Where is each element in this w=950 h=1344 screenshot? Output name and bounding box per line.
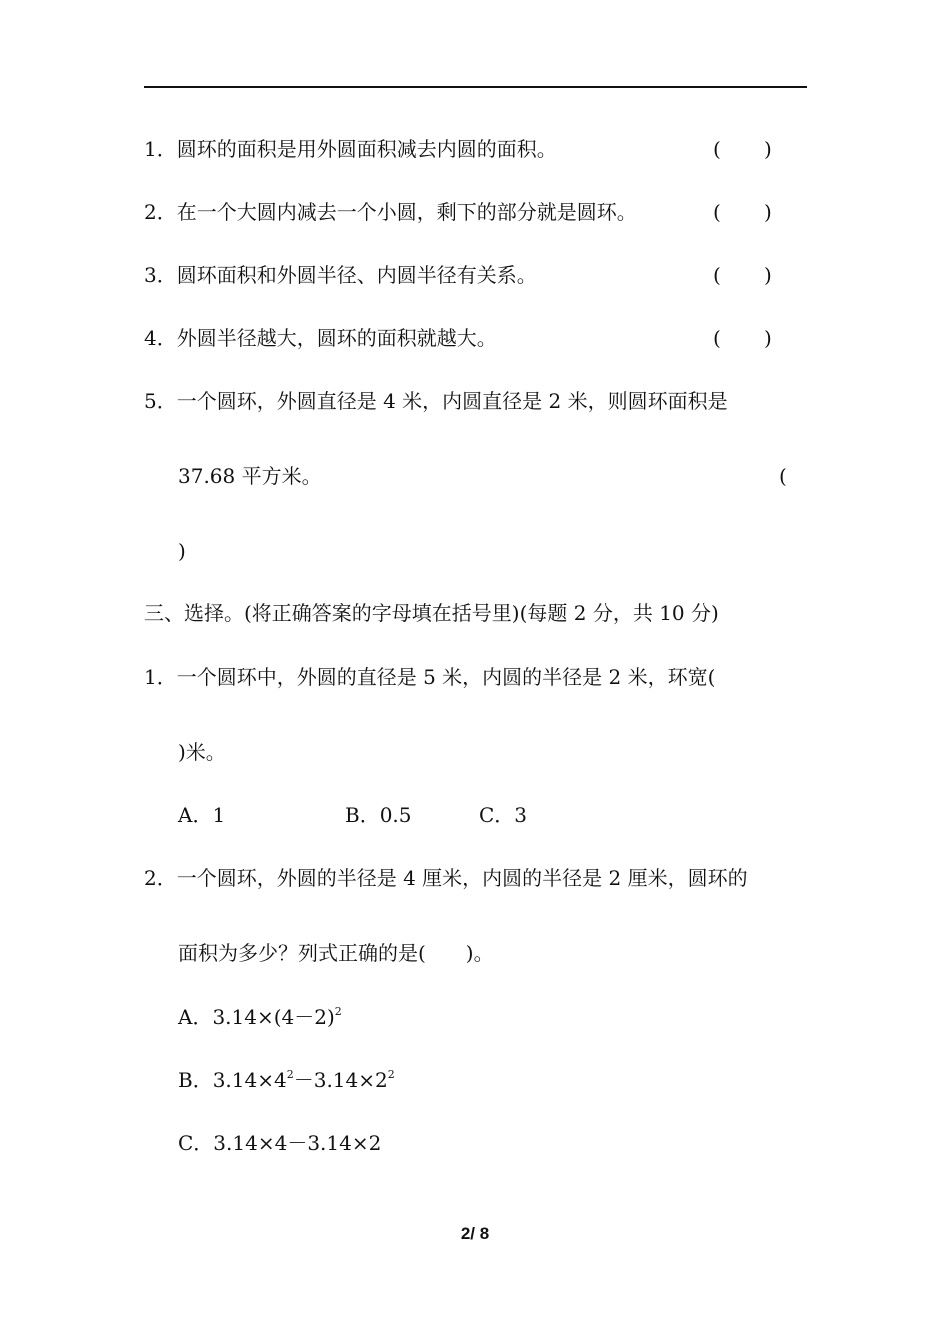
option-c[interactable]: C．3.14×4－3.14×2	[178, 1131, 382, 1155]
answer-paren-close: )	[178, 539, 186, 563]
option-b[interactable]	[178, 1068, 395, 1092]
item-number: 1．	[144, 137, 177, 161]
exponent: 2	[387, 1068, 395, 1081]
answer-paren-open[interactable]: (	[713, 200, 721, 224]
item-number: 4．	[144, 326, 177, 350]
page-number: 2/ 8	[460, 1224, 490, 1243]
item-number: 5．	[144, 389, 177, 413]
judgment-item-5-continuation: 37.68 平方米。	[178, 464, 322, 488]
item-text: 一个圆环，外圆直径是 4 米，内圆直径是 2 米，则圆环面积是	[176, 389, 728, 413]
item-text: 在一个大圆内减去一个小圆，剩下的部分就是圆环。	[176, 200, 637, 224]
judgment-item-2	[144, 200, 637, 224]
answer-paren-open[interactable]: (	[713, 137, 721, 161]
item-text: 圆环面积和外圆半径、内圆半径有关系。	[176, 263, 537, 287]
item-number: 2．	[144, 200, 177, 224]
choice-question-1	[144, 665, 715, 689]
answer-paren-open[interactable]: (	[713, 263, 721, 287]
judgment-item-1	[144, 137, 557, 161]
question-number: 1．	[144, 665, 177, 689]
item-text: 外圆半径越大，圆环的面积就越大。	[176, 326, 497, 350]
option-a[interactable]: A．1	[178, 803, 226, 827]
option-c[interactable]: C．3	[479, 803, 528, 827]
judgment-item-5	[144, 389, 728, 413]
exponent: 2	[334, 1005, 342, 1018]
option-a[interactable]	[178, 1005, 342, 1029]
option-expression: 3.14×(4－2)	[212, 1005, 335, 1029]
answer-paren-close: )	[764, 263, 772, 287]
choice-question-1-continuation: )米。	[178, 740, 226, 764]
item-text: 圆环的面积是用外圆面积减去内圆的面积。	[176, 137, 557, 161]
choice-question-2-continuation: 面积为多少？列式正确的是( )。	[178, 941, 494, 965]
header-rule	[144, 86, 807, 88]
question-number: 2．	[144, 866, 177, 890]
question-text: 一个圆环，外圆的半径是 4 厘米，内圆的半径是 2 厘米，圆环的	[176, 866, 748, 890]
option-label: A．	[178, 1005, 213, 1029]
option-label: B．	[178, 1068, 213, 1092]
judgment-item-4	[144, 326, 497, 350]
section-heading: 三、选择。(将正确答案的字母填在括号里)(每题 2 分，共 10 分)	[144, 601, 719, 625]
item-number: 3．	[144, 263, 177, 287]
answer-paren-open[interactable]: (	[713, 326, 721, 350]
judgment-item-3	[144, 263, 537, 287]
answer-paren-close: )	[764, 200, 772, 224]
answer-paren-close: )	[764, 137, 772, 161]
answer-paren-open[interactable]: (	[779, 464, 787, 488]
option-expression: 3.14×4	[212, 1068, 287, 1092]
answer-paren-close: )	[764, 326, 772, 350]
option-expression: －3.14×2	[293, 1068, 388, 1092]
question-text: 一个圆环中，外圆的直径是 5 米，内圆的半径是 2 米，环宽(	[176, 665, 716, 689]
option-b[interactable]: B．0.5	[345, 803, 412, 827]
exponent: 2	[286, 1068, 294, 1081]
choice-question-2	[144, 866, 748, 890]
